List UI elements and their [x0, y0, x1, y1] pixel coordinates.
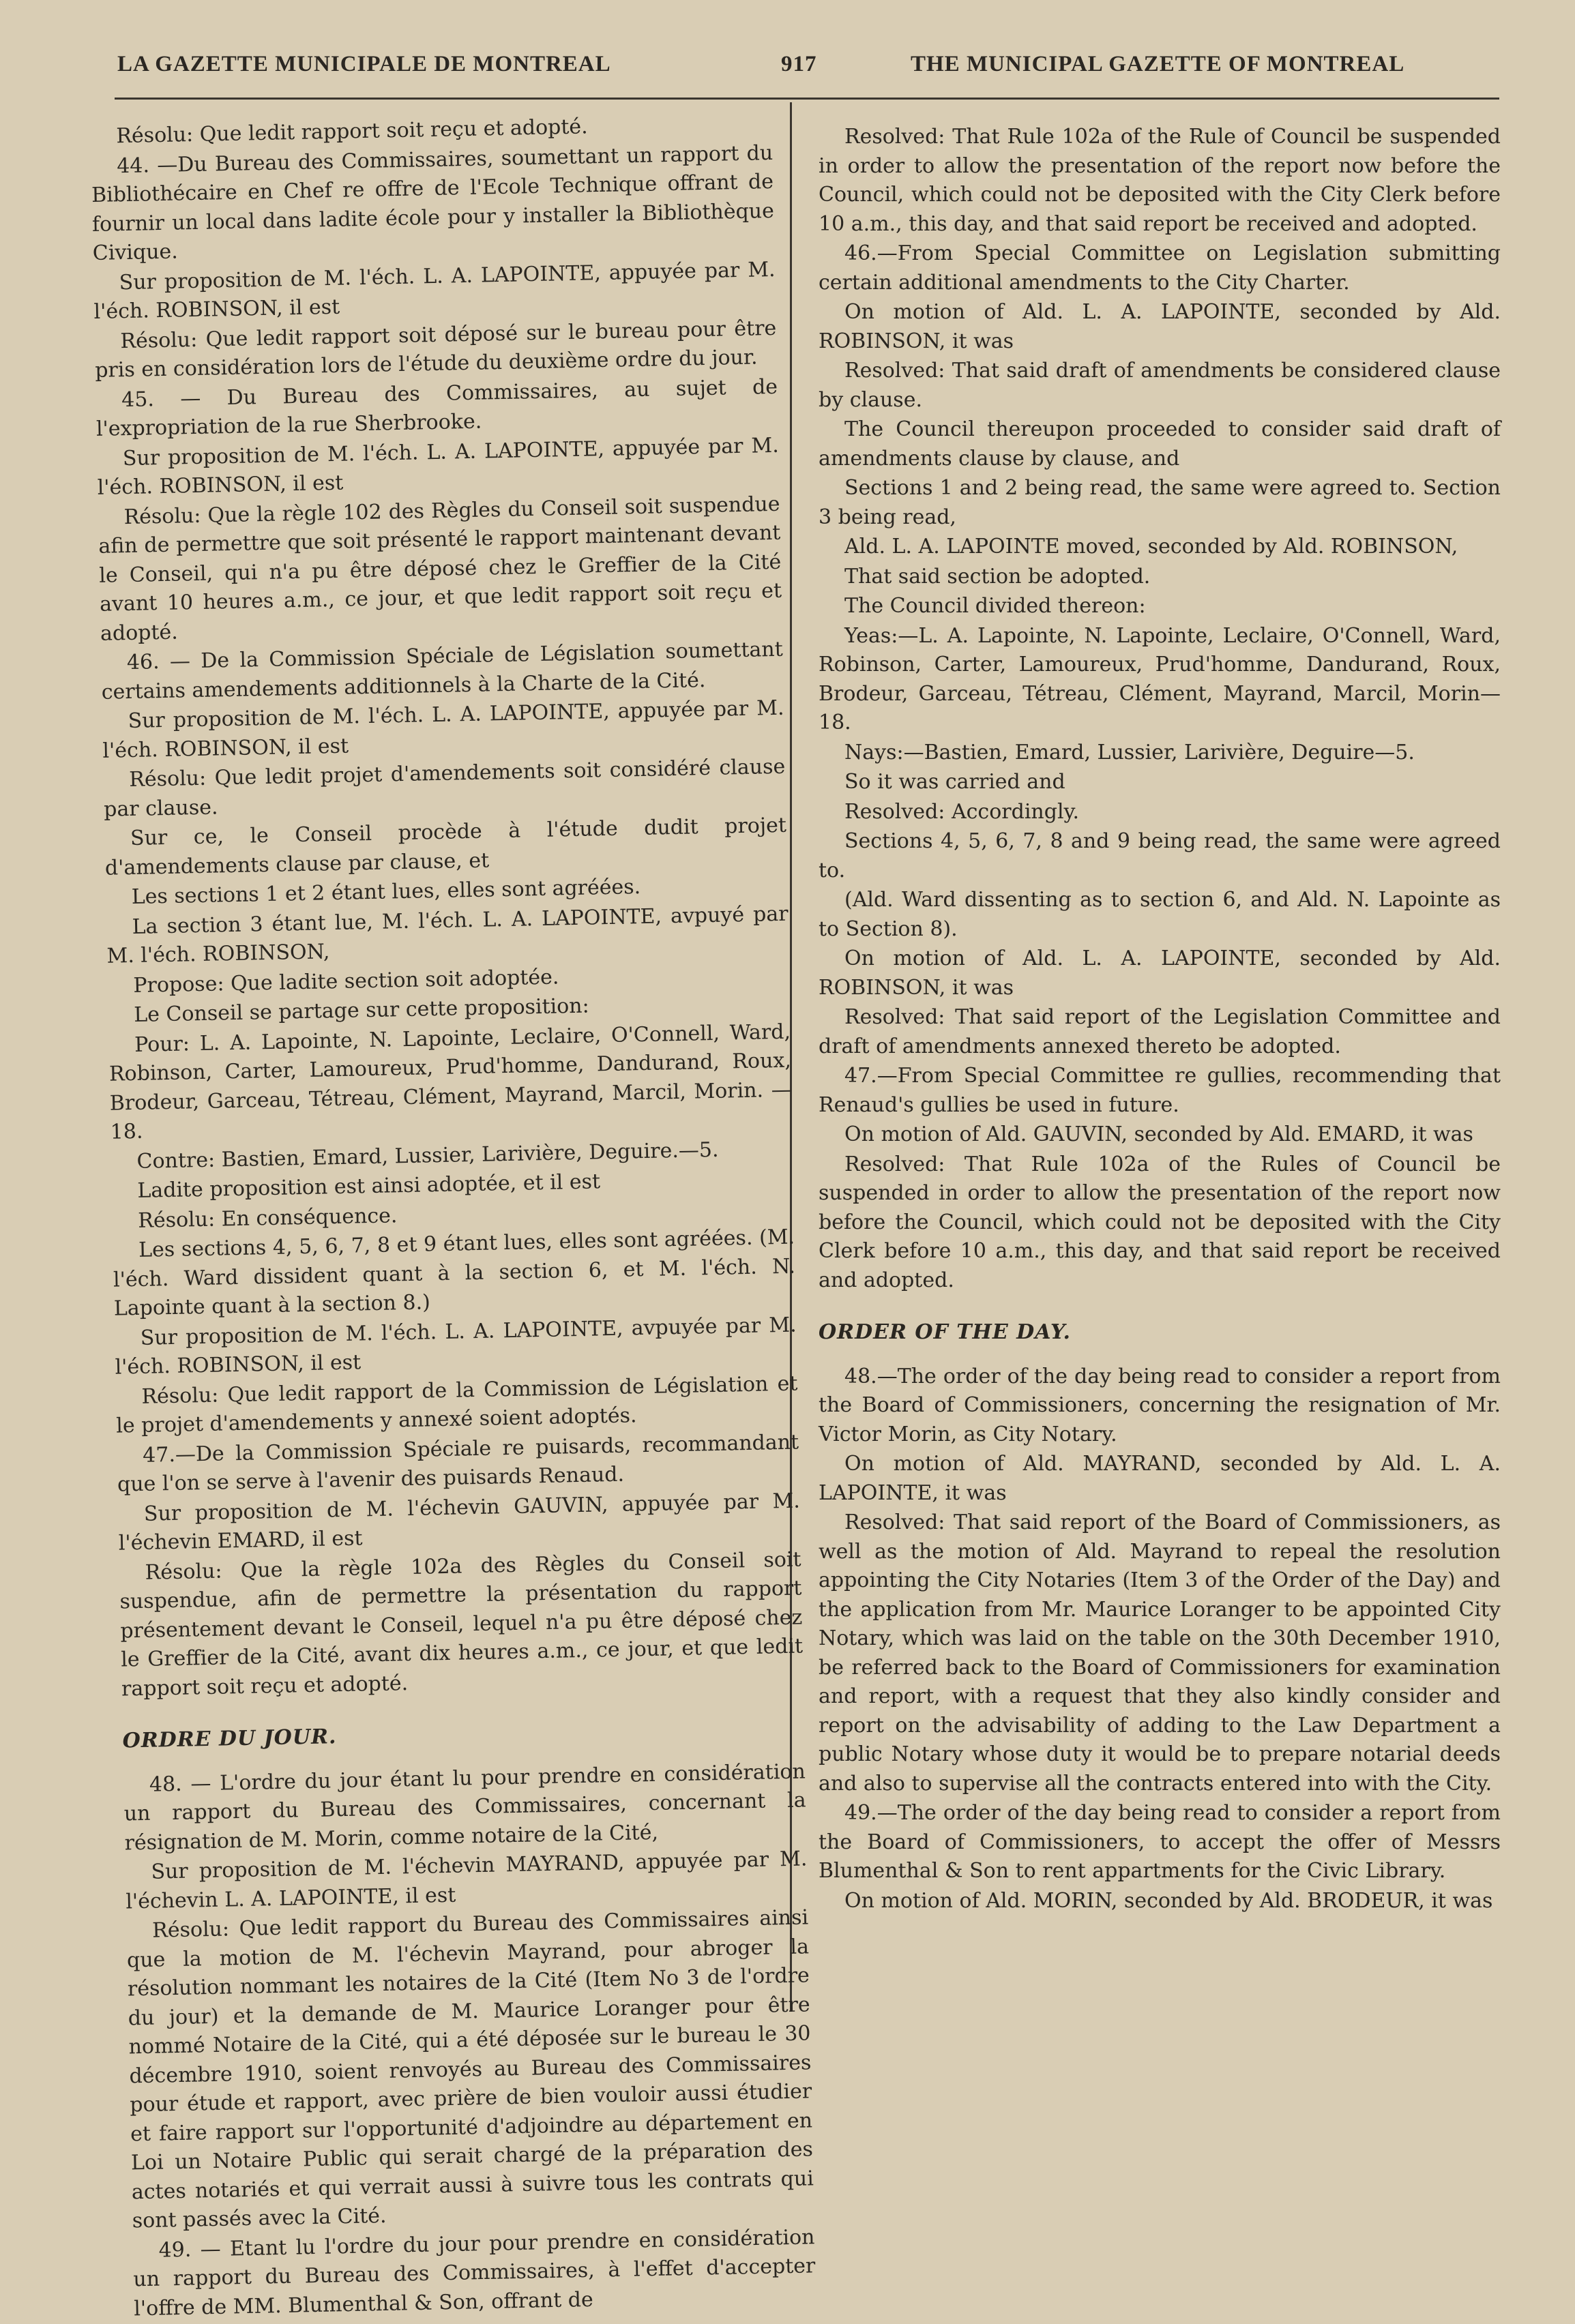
- header-rule: [115, 98, 1499, 100]
- french-column: [90, 109, 816, 2324]
- paragraph: Pour: L. A. Lapointe, N. Lapointe, Leclaire, O'Connell, Ward, Robinson, Carter, Lamoureux, Prud'homme, Dandurand, Roux, Brodeur, Garceau, Tétreau, Clément, Mayrand, Marcil, Morin. — 18.: [108, 1019, 793, 1144]
- paragraph: 46. — De la Commission Spéciale de Législation soumettant certains amendements additionnels à la Charte de la Cité.: [101, 637, 784, 704]
- paragraph: 47.—From Special Committee re gullies, recommending that Renaud's gullies be used in future.: [819, 1064, 1501, 1117]
- paragraph: Contre: Bastien, Emard, Lussier, Larivière, Deguire.—5.: [136, 1137, 719, 1174]
- paragraph: Resolved: That said report of the Legislation Committee and draft of amendments annexed thereto be adopted.: [819, 1005, 1501, 1058]
- paragraph: Résolu: Que ledit rapport de la Commission de Législation et le projet d'amendements y annexé soient adoptés.: [116, 1371, 798, 1438]
- paragraph: Sur proposition de M. l'éch. L. A. LAPOINTE, appuyée par M. l'éch. ROBINSON, il est: [93, 257, 776, 324]
- paragraph: On motion of Ald. MORIN, seconded by Ald. BRODEUR, it was: [844, 1888, 1493, 1913]
- paragraph: 48. — L'ordre du jour étant lu pour prendre en considération un rapport du Bureau des Commissaires, concernant la résignation de M. Morin, comme notaire de la Cité,: [123, 1759, 806, 1855]
- paragraph: The Council divided thereon:: [844, 594, 1146, 618]
- page-number: 917: [781, 52, 817, 76]
- paragraph: The Council thereupon proceeded to consider said draft of amendments clause by clause, and: [819, 417, 1501, 471]
- paragraph: Ladite proposition est ainsi adoptée, et il est: [137, 1170, 601, 1203]
- paragraph: Sur ce, le Conseil procède à l'étude dudit projet d'amendements clause par clause, et: [104, 813, 787, 880]
- paragraph: Résolu: Que ledit rapport du Bureau des Commissaires ainsi que la motion de M. l'échevin Mayrand, pour abroger la résolution nommant les notaires de la Cité (Item No 3 de l'ordre du jour) et la demande de M. Maurice Loranger pour être nommé Notaire de la Cité, qui a été déposée sur le bureau le 30 décembre 1910, soient renvoyés au Bureau des Commissaires pour étude et rapport, avec prière de bien vouloir aussi étudier et faire rapport sur l'opportunité d'adjoindre au département en Loi un Notaire Public qui serait chargé de la préparation des actes notariés et qui verrait aussi à suivre tous les contrats qui sont passés avec la Cité.: [126, 1905, 814, 2233]
- section-heading: ORDRE DU JOUR.: [122, 1725, 337, 1753]
- paragraph: On motion of Ald. MAYRAND, seconded by Ald. L. A. LAPOINTE, it was: [819, 1452, 1501, 1505]
- paragraph: 47.—De la Commission Spéciale re puisards, recommandant que l'on se serve à l'avenir des puisards Renaud.: [117, 1430, 799, 1497]
- paragraph: Nays:—Bastien, Emard, Lussier, Larivière, Deguire—5.: [844, 740, 1415, 764]
- paragraph: Résolu: En conséquence.: [137, 1203, 398, 1233]
- paragraph: Sur proposition de M. l'éch. L. A. LAPOINTE, appuyée par M. l'éch. ROBINSON, il est: [102, 696, 784, 763]
- paragraph: 44. —Du Bureau des Commissaires, soumettant un rapport du Bibliothécaire en Chef re offre de l'Ecole Technique offrant de fournir un local dans ladite école pour y installer la Bibliothèque Civique.: [91, 140, 775, 265]
- paragraph: Propose: Que ladite section soit adoptée.: [133, 964, 559, 998]
- paragraph: 46.—From Special Committee on Legislation submitting certain additional amendments to the City Charter.: [819, 241, 1501, 295]
- paragraph: Sur proposition de M. l'éch. L. A. LAPOINTE, appuyée par M. l'éch. ROBINSON, il est: [97, 433, 780, 500]
- paragraph: 45. — Du Bureau des Commissaires, au sujet de l'expropriation de la rue Sherbrooke.: [95, 374, 778, 441]
- paragraph: On motion of Ald. L. A. LAPOINTE, seconded by Ald. ROBINSON, it was: [819, 300, 1501, 353]
- paragraph: That said section be adopted.: [844, 564, 1151, 589]
- paragraph: La section 3 étant lue, M. l'éch. L. A. LAPOINTE, avpuyé par M. l'éch. ROBINSON,: [106, 902, 789, 968]
- paragraph: Sections 4, 5, 6, 7, 8 and 9 being read, the same were agreed to.: [819, 829, 1501, 882]
- paragraph: Résolu: Que ledit projet d'amendements soit considéré clause par clause.: [103, 754, 786, 822]
- paragraph: Les sections 1 et 2 étant lues, elles sont agréées.: [131, 875, 641, 910]
- paragraph: Sur proposition de M. l'échevin GAUVIN, appuyée par M. l'échevin EMARD, il est: [118, 1489, 801, 1555]
- paragraph: 49. — Etant lu l'ordre du jour pour prendre en considération un rapport du Bureau des Commissaires, à l'effet d'accepter l'offre de MM. Blumenthal & Son, offrant de: [133, 2224, 816, 2321]
- paragraph: Resolved: That said draft of amendments be considered clause by clause.: [819, 359, 1501, 412]
- paragraph: Résolu: Que la règle 102 des Règles du Conseil soit suspendue afin de permettre que soit présenté le rapport maintenant devant le Conseil, qui n'a pu être déposé chez le Greffier de la Cité avant 10 heures a.m., ce jour, et que ledit rapport soit reçu et adopté.: [98, 492, 782, 646]
- paragraph: On motion of Ald. L. A. LAPOINTE, seconded by Ald. ROBINSON, it was: [819, 947, 1501, 1000]
- paragraph: So it was carried and: [844, 770, 1065, 794]
- paragraph: 49.—The order of the day being read to consider a report from the Board of Commissioners, to accept the offer of Messrs Blumenthal & Son to rent appartments for the Civic Library.: [819, 1801, 1501, 1883]
- paragraph: Resolved: That Rule 102a of the Rules of Council be suspended in order to allow the presentation of the report now before the Council, which could not be deposited with the City Clerk before 10 a.m., this day, and that said report be received and adopted.: [819, 1152, 1501, 1292]
- paragraph: (Ald. Ward dissenting as to section 6, and Ald. N. Lapointe as to Section 8).: [819, 888, 1501, 941]
- paragraph: Yeas:—L. A. Lapointe, N. Lapointe, Leclaire, O'Connell, Ward, Robinson, Carter, Lamoureux, Prud'homme, Dandurand, Roux, Brodeur, Garceau, Tétreau, Clément, Mayrand, Marcil, Morin—18.: [819, 623, 1501, 734]
- paragraph: Resolved: That Rule 102a of the Rule of Council be suspended in order to allow the presentation of the report now before the Council, which could not be deposited with the City Clerk before 10 a.m., this day, and that said report be received and adopted.: [819, 125, 1501, 236]
- paragraph: Resolved: Accordingly.: [844, 799, 1080, 824]
- section-heading: ORDER OF THE DAY.: [819, 1320, 1071, 1344]
- paragraph: Ald. L. A. LAPOINTE moved, seconded by Ald. ROBINSON,: [844, 535, 1458, 558]
- paragraph: Sections 1 and 2 being read, the same were agreed to. Section 3 being read,: [819, 476, 1501, 529]
- paragraph: Sur proposition de M. l'éch. L. A. LAPOINTE, avpuyée par M. l'éch. ROBINSON, il est: [115, 1313, 797, 1380]
- english-column: [819, 123, 1501, 1916]
- paragraph: 48.—The order of the day being read to consider a report from the Board of Commissioners, concerning the resignation of Mr. Victor Morin, as City Notary.: [819, 1364, 1501, 1446]
- header-french-title: LA GAZETTE MUNICIPALE DE MONTREAL: [117, 52, 611, 76]
- paragraph: Resolved: That said report of the Board of Commissioners, as well as the motion of Ald. Mayrand to repeal the resolution appointing the City Notaries (Item 3 of the Order of the Day) and the application from Mr. Maurice Loranger to be appointed City Notary, which was laid on the table on the 30th December 1910, be referred back to the Board of Commissioners for examination and report, with a request that they also kindly consider and report on the advisability of adding to the Law Department a public Notary whose duty it would be to prepare notarial deeds and also to supervise all the contracts entered into with the City.: [819, 1510, 1501, 1796]
- paragraph: Le Conseil se partage sur cette proposition:: [133, 994, 590, 1027]
- paragraph: Les sections 4, 5, 6, 7, 8 et 9 étant lues, elles sont agréées. (M. l'éch. Ward dissident quant à la section 6, et M. l'éch. N. Lapointe quant à la section 8.): [113, 1225, 796, 1321]
- paragraph: Résolu: Que ledit rapport soit déposé sur le bureau pour être pris en considération lors de l'étude du deuxième ordre du jour.: [94, 316, 777, 383]
- paragraph: Sur proposition de M. l'échevin MAYRAND, appuyée par M. l'échevin L. A. LAPOINTE, il est: [126, 1847, 808, 1913]
- paragraph: Résolu: Que ledit rapport soit reçu et adopté.: [116, 115, 589, 149]
- paragraph: On motion of Ald. GAUVIN, seconded by Ald. EMARD, it was: [844, 1122, 1473, 1146]
- paragraph: Résolu: Que la règle 102a des Règles du Conseil soit suspendue, afin de permettre la présentation du rapport présentement devant le Conseil, lequel n'a pu être déposé chez le Greffier de la Cité, avant dix heures a.m., ce jour, et que ledit rapport soit reçu et adopté.: [119, 1547, 804, 1701]
- header-english-title: THE MUNICIPAL GAZETTE OF MONTREAL: [911, 52, 1405, 76]
